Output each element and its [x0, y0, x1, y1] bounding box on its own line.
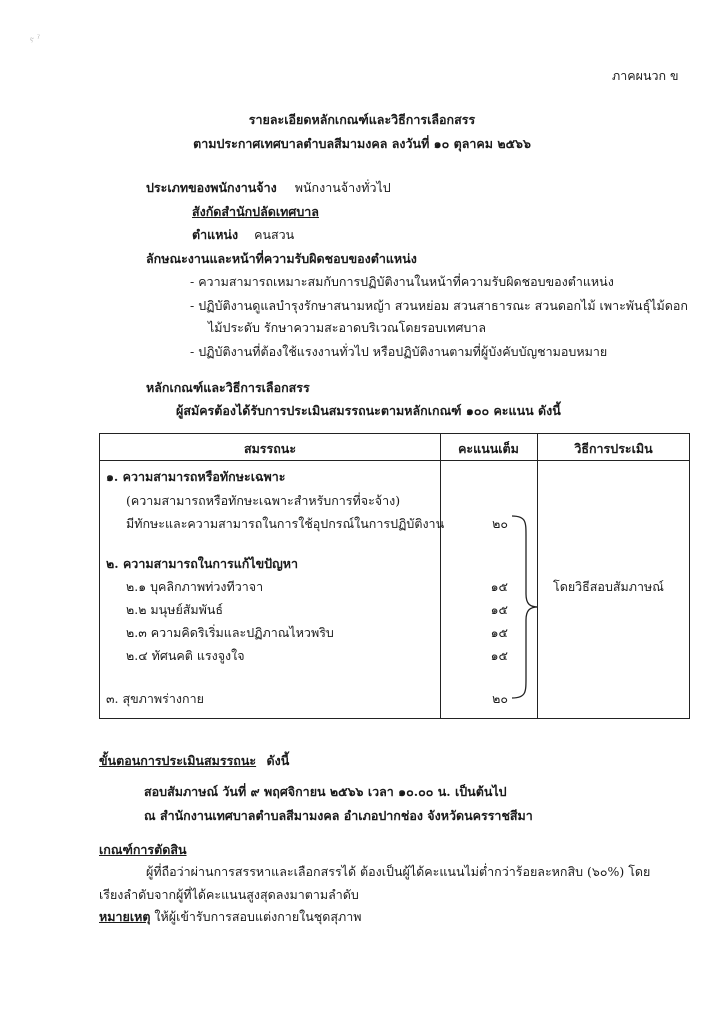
table-header-full-score: คะแนนเต็ม [458, 441, 519, 456]
competency-table [99, 433, 690, 719]
criteria-heading: หลักเกณฑ์และวิธีการเลือกสรร [146, 380, 310, 395]
table-method: โดยวิธีสอบสัมภาษณ์ [553, 579, 664, 594]
table-score: ๒๐ [492, 691, 508, 706]
employee-type-label: ประเภทของพนักงานจ้าง [146, 180, 277, 195]
table-header-competency: สมรรถนะ [243, 441, 297, 456]
division: สังกัดสำนักปลัดเทศบาล [192, 204, 319, 219]
procedure-heading-row [99, 751, 289, 771]
duty-item: - ปฏิบัติงานดูแลบำรุงรักษาสนามหญ้า สวนหย่อม สวนสาธารณะ สวนดอกไม้ เพาะพันธุ์ไม้ดอก [190, 298, 688, 313]
table-score: ๑๕ [490, 625, 508, 640]
table-row: ๓. สุขภาพร่างกาย [106, 691, 204, 706]
decision-line-1: ผู้ที่ถือว่าผ่านการสรรหาและเลือกสรรได้ ต้องเป็นผู้ได้คะแนนไม่ต่ำกว่าร้อยละหกสิบ (๖๐%) โดย [146, 864, 651, 879]
table-row: ๑. ความสามารถหรือทักษะเฉพาะ [106, 469, 286, 484]
procedure-line-2: ณ สำนักงานเทศบาลตำบลสีมามงคล อำเภอปากช่อง จังหวัดนครราชสีมา [144, 808, 533, 823]
title-line-1: รายละเอียดหลักเกณฑ์และวิธีการเลือกสรร [248, 112, 476, 127]
note-row [99, 907, 362, 927]
table-row: ๒.๔ ทัศนคติ แรงจูงใจ [126, 648, 245, 663]
employee-type-row [146, 178, 391, 198]
position-label: ตำแหน่ง [192, 227, 239, 242]
duty-item: - ปฏิบัติงานที่ต้องใช้แรงงานทั่วไป หรือปฏิบัติงานตามที่ผู้บังคับบัญชามอบหมาย [190, 344, 608, 359]
table-score: ๑๕ [490, 648, 508, 663]
title-line-2: ตามประกาศเทศบาลตำบลสีมามงคล ลงวันที่ ๑๐ ตุลาคม ๒๕๖๖ [193, 136, 531, 151]
employee-type-value: พนักงานจ้างทั่วไป [294, 180, 391, 195]
procedure-heading: ขั้นตอนการประเมินสมรรถนะ [99, 753, 257, 768]
table-header-method: วิธีการประเมิน [574, 441, 653, 456]
duty-item: ไม้ประดับ รักษาความสะอาดบริเวณโดยรอบเทศบาล [208, 320, 486, 335]
table-score: ๑๕ [490, 579, 508, 594]
table-row: (ความสามารถหรือทักษะเฉพาะสำหรับการที่จะจ้าง) [126, 493, 401, 508]
decision-heading: เกณฑ์การตัดสิน [99, 842, 187, 857]
note-text: ให้ผู้เข้ารับการสอบแต่งกายในชุดสุภาพ [150, 909, 362, 924]
table-score: ๑๕ [490, 602, 508, 617]
duty-item: - ความสามารถเหมาะสมกับการปฏิบัติงานในหน้าที่ความรับผิดชอบของตำแหน่ง [190, 274, 614, 289]
position-value: คนสวน [254, 227, 295, 242]
table-divider [440, 434, 441, 718]
table-row: ๒. ความสามารถในการแก้ไขปัญหา [106, 556, 299, 571]
appendix-label: ภาคผนวก ข [612, 68, 679, 83]
duties-heading: ลักษณะงานและหน้าที่ความรับผิดชอบของตำแหน่ง [146, 251, 417, 266]
table-row: ๒.๓ ความคิดริเริ่มและปฏิภาณไหวพริบ [126, 625, 334, 640]
procedure-line-1: สอบสัมภาษณ์ วันที่ ๙ พฤศจิกายน ๒๕๖๖ เวลา ๑๐.๐๐ น. เป็นต้นไป [144, 784, 507, 799]
table-row: ๒.๑ บุคลิกภาพท่วงทีวาจา [126, 579, 264, 594]
position-row [192, 225, 294, 245]
table-header-divider [100, 460, 689, 461]
table-score: ๒๐ [492, 516, 508, 531]
table-row: ๒.๒ มนุษย์สัมพันธ์ [126, 602, 224, 617]
margin-scribble: ⲋ ˀ [30, 34, 41, 45]
brace-icon [508, 512, 544, 702]
procedure-heading-suffix: ดังนี้ [266, 753, 290, 768]
note-label: หมายเหตุ [99, 909, 151, 924]
table-row: มีทักษะและความสามารถในการใช้อุปกรณ์ในการปฏิบัติงาน [126, 516, 445, 531]
decision-line-2: เรียงลำดับจากผู้ที่ได้คะแนนสูงสุดลงมาตามลำดับ [99, 887, 359, 902]
criteria-text: ผู้สมัครต้องได้รับการประเมินสมรรถนะตามหลักเกณฑ์ ๑๐๐ คะแนน ดังนี้ [176, 403, 561, 418]
